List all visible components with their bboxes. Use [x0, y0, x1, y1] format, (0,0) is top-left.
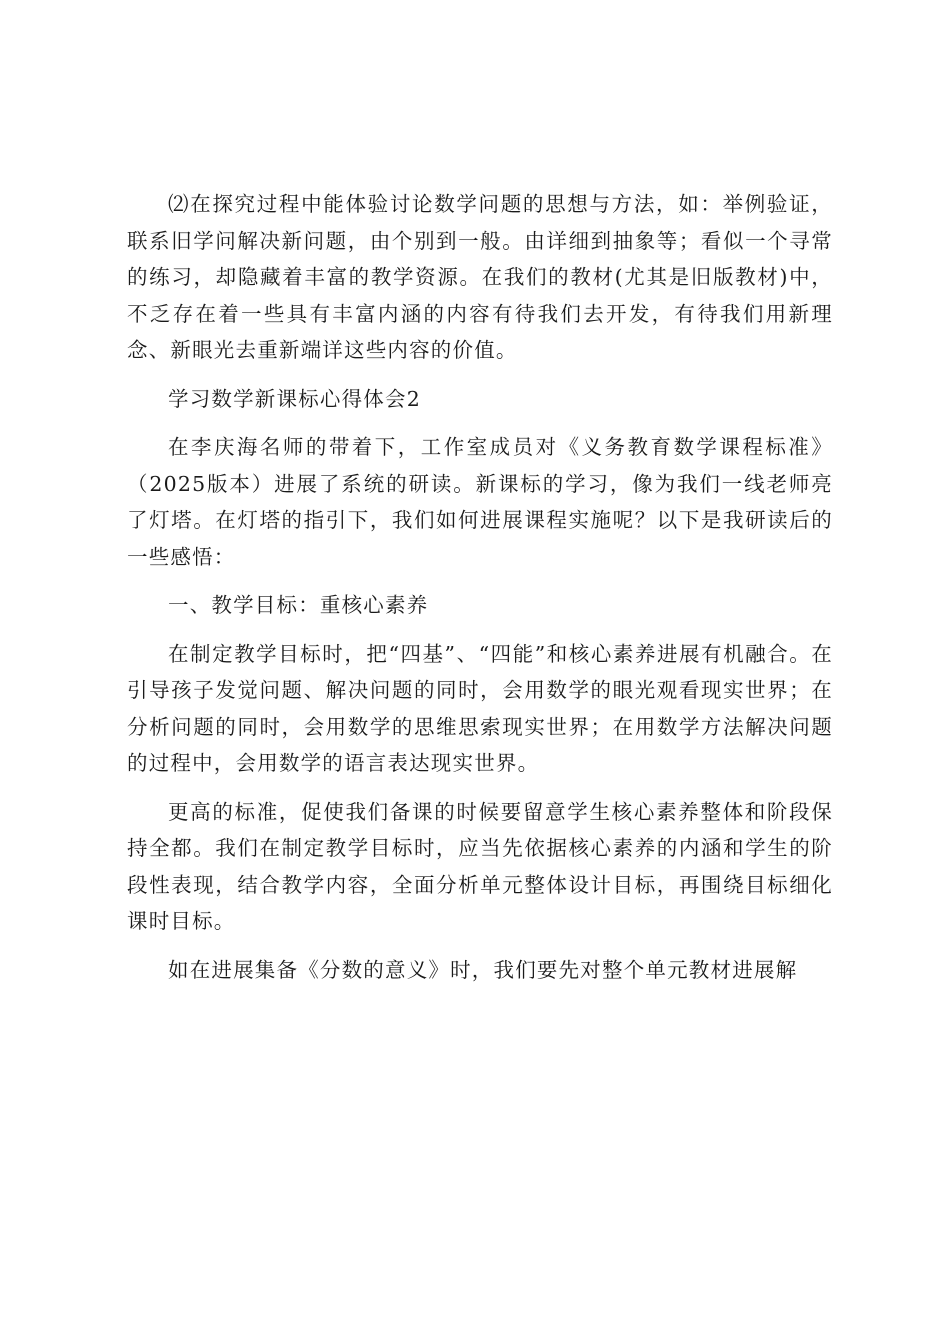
- paragraph-higher-standard: 更高的标准，促使我们备课的时候要留意学生核心素养整体和阶段保持全都。我们在制定教学目标时，应当先依据核心素养的内涵和学生的阶段性表现，结合教学内容，全面分析单元整体设计目标，再围绕目标细化课时目标。: [127, 799, 833, 933]
- document-body: [127, 186, 833, 1000]
- section-title-reflection-2: 学习数学新课标心得体会2: [168, 386, 421, 411]
- paragraph-intro: 在李庆海名师的带着下，工作室成员对《义务教育数学课程标准》（2025版本）进展了系统的研读。新课标的学习，像为我们一线老师亮了灯塔。在灯塔的指引下，我们如何进展课程实施呢？以下是我研读后的一些感悟：: [127, 435, 833, 569]
- section-heading-teaching-goals: 一、教学目标：重核心素养: [168, 593, 429, 617]
- paragraph-fraction-example: 如在进展集备《分数的意义》时，我们要先对整个单元教材进展解: [168, 957, 798, 982]
- paragraph-methods: ⑵在探究过程中能体验讨论数学问题的思想与方法，如：举例验证，联系旧学问解决新问题，由个别到一般。由详细到抽象等；看似一个寻常的练习，却隐藏着丰富的教学资源。在我们的教材(尤其是旧版教材)中，不乏存在着一些具有丰富内涵的内容有待我们去开发，有待我们用新理念、新眼光去重新端详这些内容的价值。: [127, 192, 833, 362]
- paragraph-goal-fusion: 在制定教学目标时，把“四基”、“四能”和核心素养进展有机融合。在引导孩子发觉问题、解决问题的同时，会用数学的眼光观看现实世界；在分析问题的同时，会用数学的思维思索现实世界；在用数学方法解决问题的过程中，会用数学的语言表达现实世界。: [127, 641, 833, 775]
